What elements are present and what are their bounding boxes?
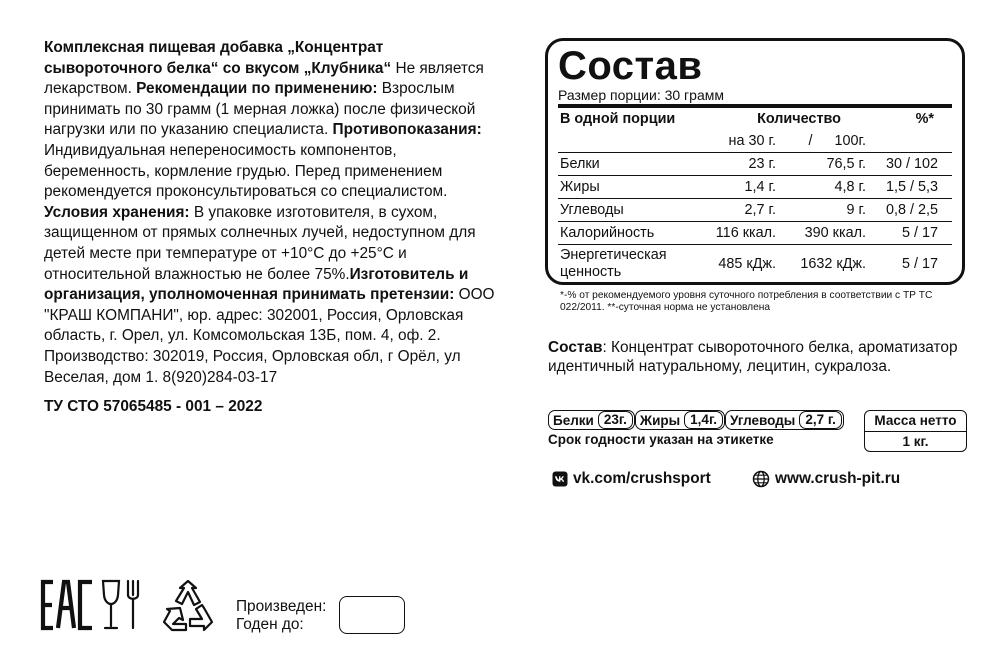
row-v30: 485 кДж. <box>718 256 776 273</box>
globe-icon <box>752 470 770 488</box>
site-link-text: www.crush-pit.ru <box>775 470 901 487</box>
macro-carb-label: Углеводы <box>729 412 796 428</box>
net-mass-box <box>864 410 967 452</box>
nutrition-facts-box <box>545 38 965 285</box>
row-v30: 1,4 г. <box>708 175 778 198</box>
row-v100: 1632 кДж. <box>800 256 866 273</box>
product-description <box>44 38 502 388</box>
macro-protein-label: Белки <box>553 412 594 428</box>
macro-fat-value: 1,4г. <box>684 411 723 429</box>
row-name: Жиры <box>558 175 708 198</box>
recycle-icon <box>160 578 216 634</box>
manufacturer-text: ООО "КРАШ КОМПАНИ", юр. адрес: 302001, Россия, Орловская область, г. Орел, ул. Комсомольская 13Б, пом. 4, оф. 2. Производство: 302019, Россия, Орловская обл, г Орёл, ул Веселая, дом 1. 8(920)284-03-17 <box>44 286 495 386</box>
date-stamp-box <box>339 596 405 634</box>
macros-strip <box>548 410 844 430</box>
row-v30: 23 г. <box>708 152 778 175</box>
not-medicine-text: Не является лекарством. <box>44 59 484 98</box>
row-v100: 9 г. <box>778 198 868 221</box>
recommendations-label: Рекомендации по применению: <box>136 80 378 98</box>
row-pct: 30 / 102 <box>868 152 952 175</box>
row-v30: 2,7 г. <box>708 198 778 221</box>
vk-link[interactable] <box>552 470 711 488</box>
vk-link-text: vk.com/crushsport <box>573 470 711 487</box>
macro-carb <box>725 410 844 430</box>
product-name: Комплексная пищевая добавка „Концентрат сывороточного белка“ со вкусом „Клубника“ <box>44 39 392 77</box>
row-pct: 5 / 17 <box>868 221 952 244</box>
nutrition-table <box>558 108 952 284</box>
tu-standard: ТУ СТО 57065485 - 001 – 2022 <box>44 398 263 415</box>
macro-protein-value: 23г. <box>598 411 633 429</box>
row-v100: 4,8 г. <box>778 175 868 198</box>
macro-protein <box>548 410 635 430</box>
nutrition-subheader-row <box>558 130 952 152</box>
macro-fat-label: Жиры <box>639 412 681 428</box>
sub-100g: 100г. <box>834 132 866 149</box>
row-v30: 116 ккал. <box>708 221 778 244</box>
produced-label: Произведен: <box>236 598 327 615</box>
valid-until-label: Годен до: <box>236 616 304 633</box>
eac-mark-icon <box>40 578 96 632</box>
storage-text: В упаковке изготовителя, в сухом, защищенном от прямых солнечных лучей, недоступном для детей месте при температуре от +10°С до +25°С и относительной влажностью не более 75%. <box>44 203 476 283</box>
table-row <box>558 244 952 284</box>
recommendations-text: Взрослым принимать по 30 грамм (1 мерная ложка) после физической нагрузки или по указанию специалиста. <box>44 80 476 139</box>
row-name: Калорийность <box>558 221 708 244</box>
table-row <box>558 198 952 221</box>
nutrition-title: Состав <box>558 44 703 88</box>
sub-30g: на 30 г. <box>708 130 778 152</box>
composition-text: : Концентрат сывороточного белка, ароматизатор идентичный натуральному, лецитин, сукралоза. <box>548 339 958 375</box>
sub-slash: / <box>808 132 813 149</box>
table-row <box>558 152 952 175</box>
row-name: Углеводы <box>558 198 708 221</box>
site-link[interactable] <box>752 470 900 488</box>
macro-carb-value: 2,7 г. <box>799 411 842 429</box>
dates-block <box>236 598 326 634</box>
table-row <box>558 221 952 244</box>
composition-label: Состав <box>548 339 603 356</box>
net-mass-label: Масса нетто <box>865 411 966 432</box>
contraindications-label: Противопоказания: <box>332 121 482 139</box>
row-name: Белки <box>558 152 708 175</box>
manufacturer-label: Изготовитель и организация, уполномоченная принимать претензии: <box>44 265 469 304</box>
row-pct: 1,5 / 5,3 <box>868 175 952 198</box>
row-name: Энергетическая ценность <box>560 247 667 281</box>
net-mass-value: 1 кг. <box>902 434 929 449</box>
row-v100: 390 ккал. <box>778 221 868 244</box>
food-contact-icon <box>100 578 146 634</box>
row-pct: 0,8 / 2,5 <box>868 198 952 221</box>
row-pct: 5 / 17 <box>901 256 938 273</box>
row-v100: 76,5 г. <box>778 152 868 175</box>
col-amount-header: Количество <box>757 111 841 127</box>
col-pct-header: %* <box>915 111 934 127</box>
storage-label: Условия хранения: <box>44 203 190 221</box>
serving-size: Размер порции: 30 грамм <box>558 87 952 108</box>
nutrition-header-row <box>558 108 952 130</box>
shelf-life: Срок годности указан на этикетке <box>548 432 774 447</box>
composition <box>548 338 968 376</box>
contraindications-text: Индивидуальная непереносимость компонентов, беременность, кормление грудью. Перед применением рекомендуется проконсультироваться со специалистом. <box>44 141 448 201</box>
nutrition-footnote: *-% от рекомендуемого уровня суточного потребления в соответствии с ТР ТС 022/2011. **-суточная норма не установлена <box>560 290 933 313</box>
table-row <box>558 175 952 198</box>
vk-icon <box>552 471 568 487</box>
macro-fat <box>635 410 725 430</box>
col-portion-header: В одной порции <box>560 111 676 127</box>
